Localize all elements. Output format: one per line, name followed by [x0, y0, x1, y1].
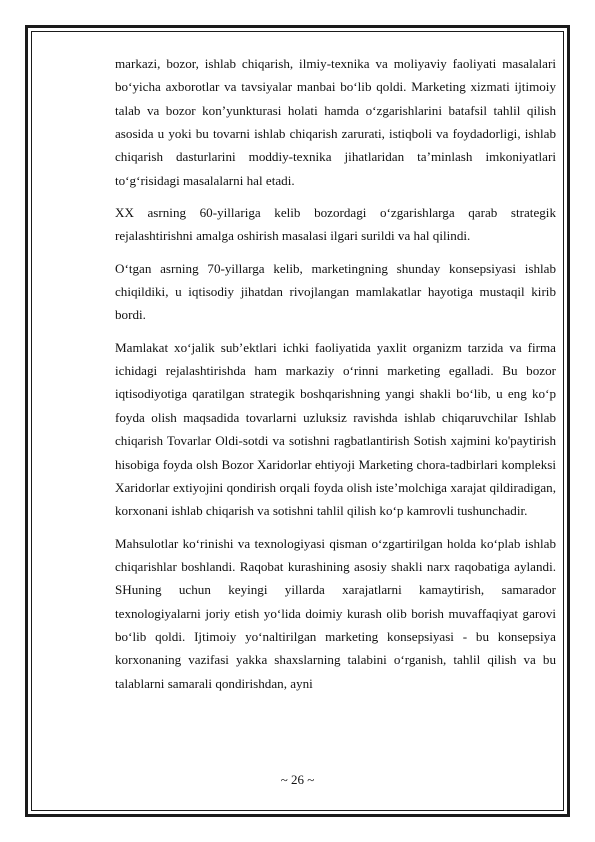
paragraph-3: O‘tgan asrning 70-yillarga kelib, marketingning shunday konsepsiyasi ishlab chiqildiki, u iqtisodiy jihatdan rivojlangan mamlakatlar hayotiga mustaqil kirib bordi.	[115, 260, 556, 323]
paragraph-4: Mamlakat xo‘jalik sub’ektlari ichki faoliyatida yaxlit organizm tarzida va firma ichidagi rejalashtirishda ham markaziy o‘rinni marketing egalladi. Bu bozor iqtisodiyotiga qaratilgan strategik boshqarishning yangi shakli bo‘lib, u eng ko‘p foyda olish maqsadida tovarlarni uzluksiz ravishda ishlab chiqaruvchilar Ishlab chiqarish Tovarlar Oldi-sotdi va sotishni ragbatlantirish Sotish xajmini ko'paytirish hisobiga foyda olsh Bozor Xaridorlar ehtiyoji Marketing chora-tadbirlari kompleksi Xaridorlar extiyojini qondirish orqali foyda olish iste’molchiga xarajat qildiradigan, korxonani ishlab chiqarish va sotishni tahlil qilish ko‘p kamrovli tushunchadir.	[115, 339, 556, 519]
page-number: ~ 26 ~	[280, 772, 315, 787]
paragraph-5: Mahsulotlar ko‘rinishi va texnologiyasi qisman o‘zgartirilgan holda ko‘plab ishlab chiqarishlar boshlandi. Raqobat kurashining asosiy shakli narx raqobatiga aylandi. SHuning uchun keyingi yillarda xarajatlarni kamaytirish, samarador texnologiyalarni joriy etish yo‘lida doimiy kurash olib borish muvaffaqiyat garovi bo‘lib qoldi. Ijtimoiy yo‘naltirilgan marketing konsepsiyasi - bu konsepsiya korxonaning vazifasi yakka shaxslarning talabini o‘rganish, tahlil qilish va bu talablarni samarali qondirishdan, ayni	[115, 535, 556, 691]
page-body	[115, 52, 556, 695]
paragraph-1: markazi, bozor, ishlab chiqarish, ilmiy-texnika va moliyaviy faoliyati masalalari bo‘yicha axborotlar va tavsiyalar manbai bo‘lib qoldi. Marketing xizmati ijtimoiy talab va bozor kon’yunkturasi holati hamda o‘zgarishlarini batafsil tahlil qilish asosida u yoki bu tovarni ishlab chiqarish zarurati, istiqboli va foydadorligi, ishlab chiqarish dasturlarini moddiy-texnika jihatlaridan ta’minlash imkoniyatlari to‘g‘risidagi masalalarni hal etadi.	[115, 56, 556, 188]
paragraph-2: XX asrning 60-yillariga kelib bozordagi o‘zgarishlarga qarab strategik rejalashtirishni amalga oshirish masalasi ilgari surildi va hal qilindi.	[115, 205, 556, 244]
